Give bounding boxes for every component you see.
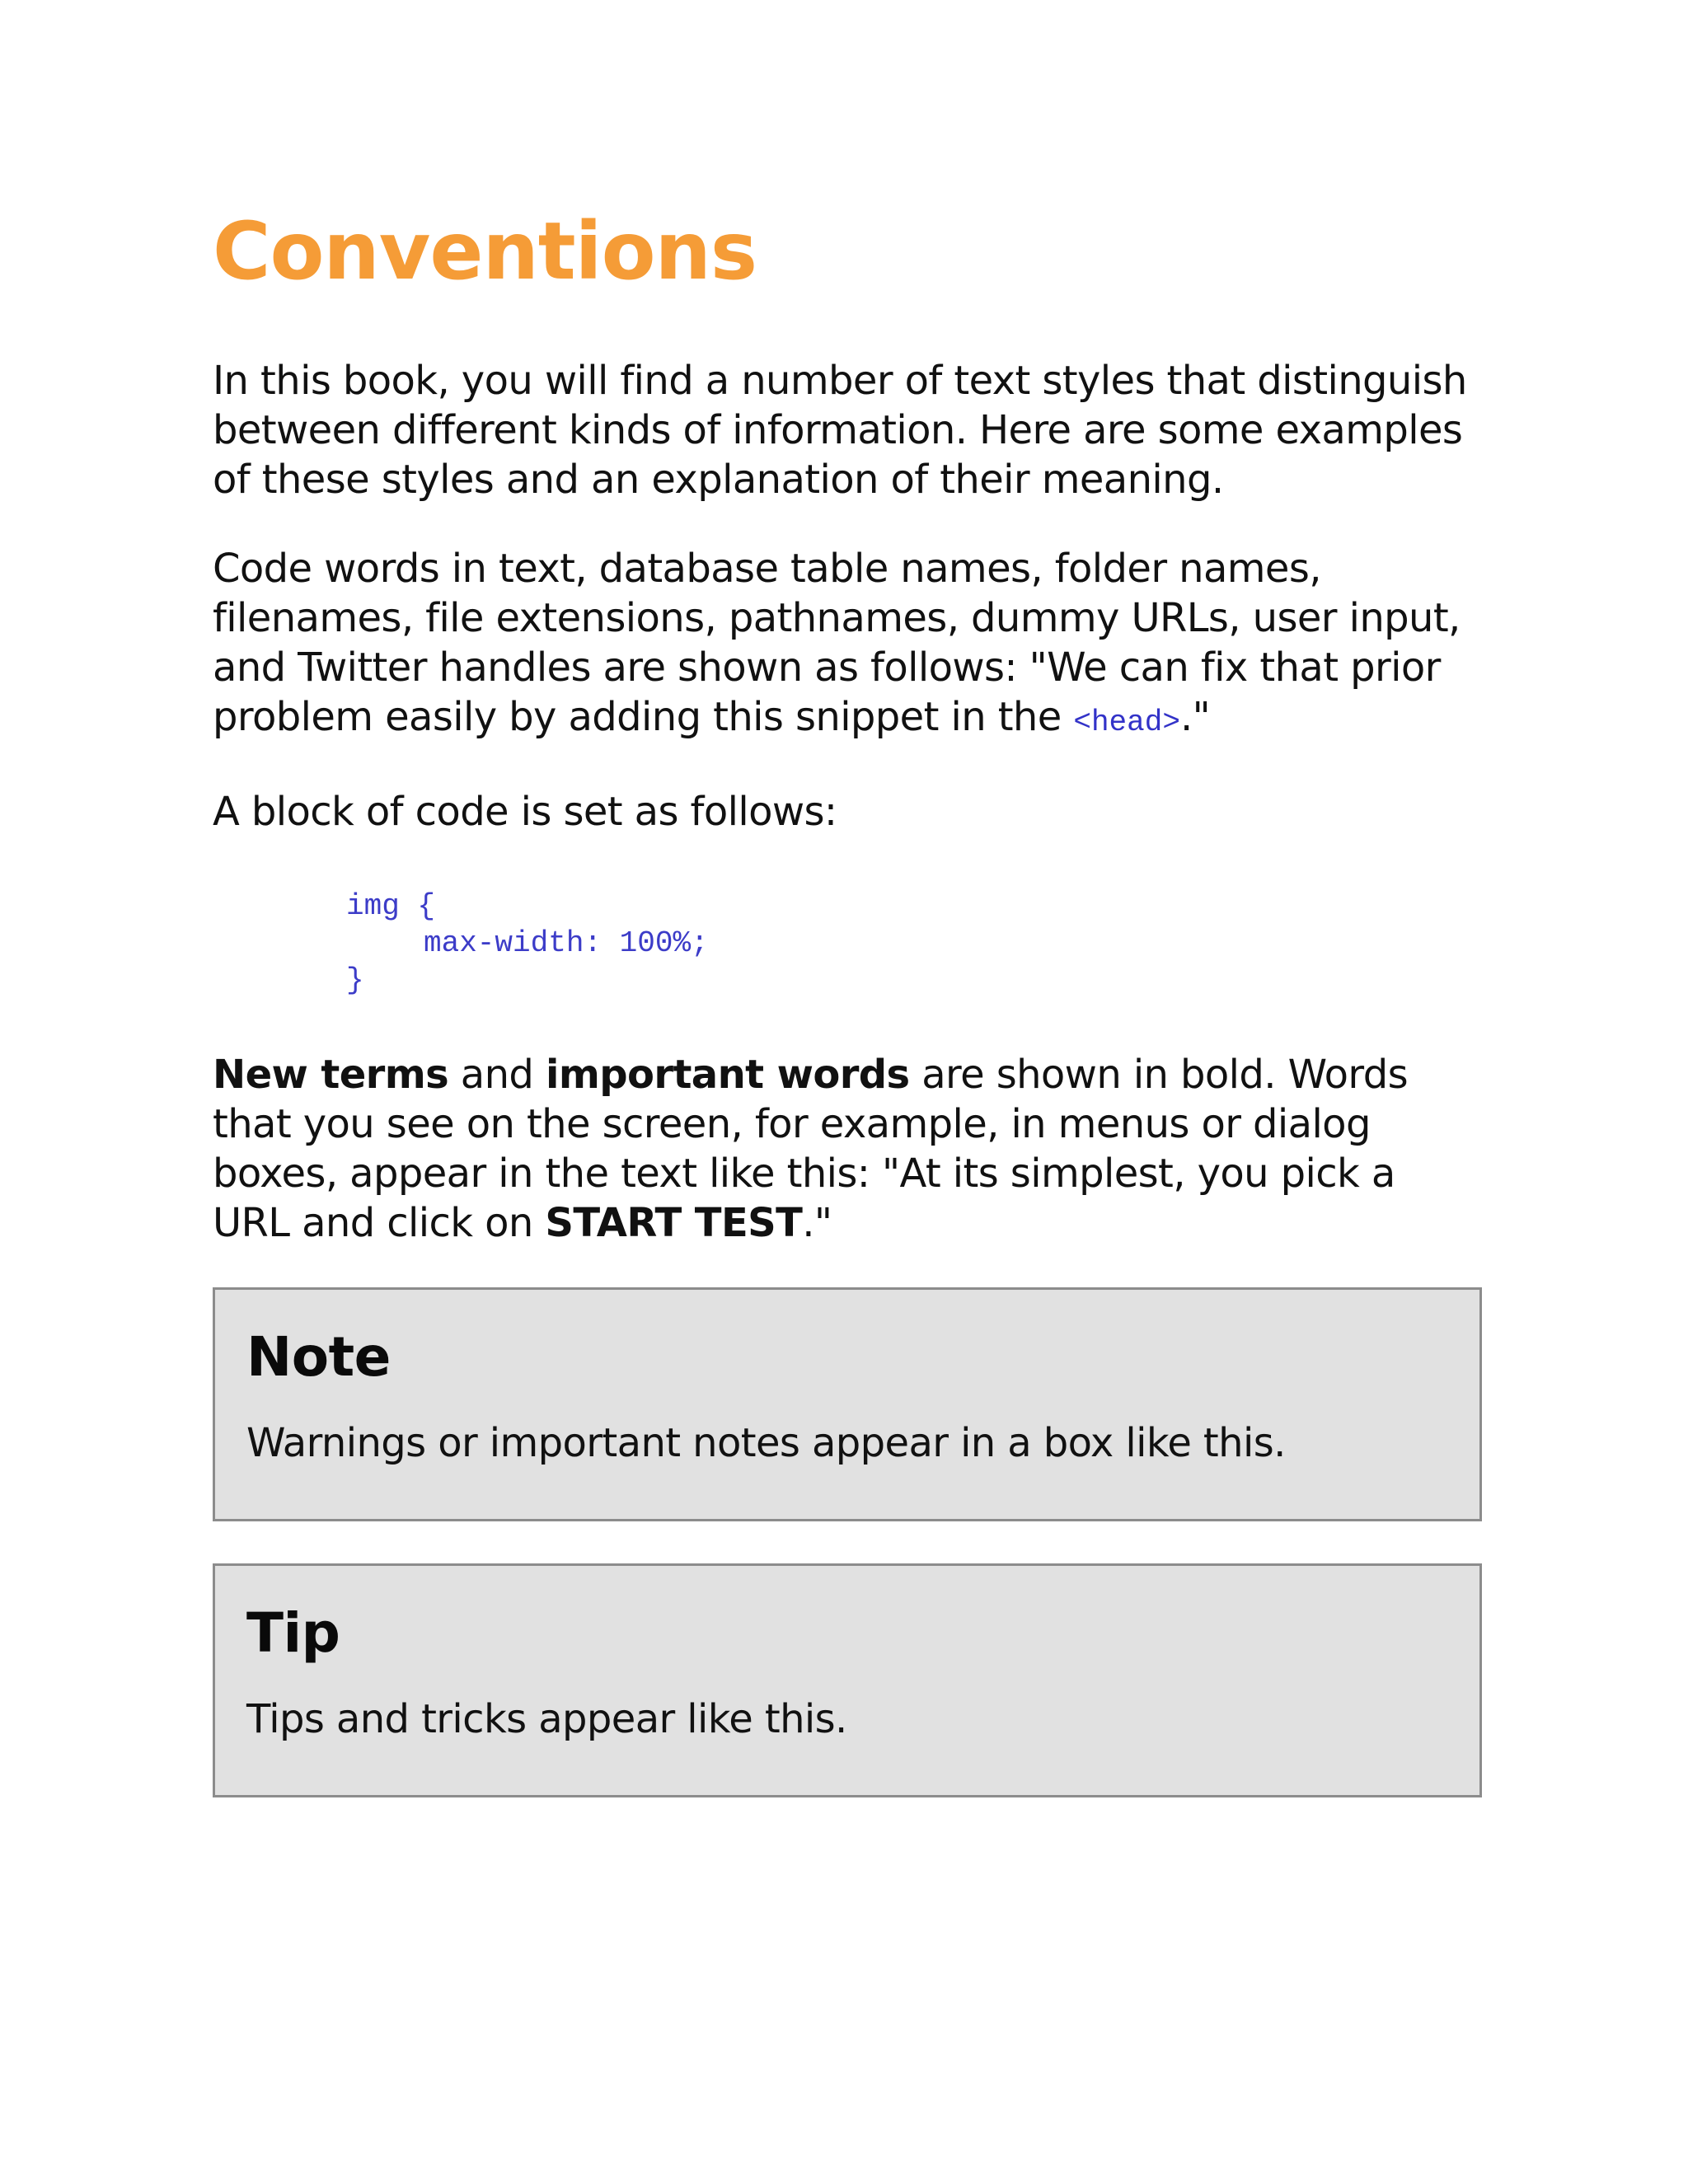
code-words-paragraph (213, 544, 1482, 748)
intro-paragraph: In this book, you will find a number of text styles that distinguish between different kinds of information. Here are some examples of these styles and an explanation of their meaning. (213, 358, 1467, 503)
bold-term: important words (545, 1052, 910, 1098)
code-block-intro: A block of code is set as follows: (213, 789, 837, 835)
tip-body: Tips and tricks appear like this. (246, 1696, 847, 1742)
paragraph-text: ." (802, 1200, 832, 1246)
paragraph-text: and (448, 1052, 546, 1098)
page-title: Conventions (213, 205, 757, 298)
tip-title: Tip (246, 1601, 340, 1665)
tip-box (213, 1563, 1482, 1797)
note-title: Note (246, 1325, 391, 1389)
new-terms-paragraph (213, 1050, 1482, 1248)
code-block (346, 888, 1482, 999)
bold-term: START TEST (545, 1200, 803, 1246)
paragraph-text: are shown in bold. Words that you see on the screen, for example, in menus or dialog boxes, appear in the text like this: "At its simplest, you pick a URL and click on (213, 1052, 1408, 1246)
code-line: img { (346, 889, 436, 923)
code-line: max-width: 100%; (424, 926, 709, 960)
code-words-text: Code words in text, database table names, folder names, filenames, file extensions, pathnames, dummy URLs, user input, and Twitter handles are shown as follows: "We can fix that prior problem easily by adding this snippet in the (213, 546, 1461, 740)
note-box (213, 1287, 1482, 1521)
bold-term: New terms (213, 1052, 449, 1098)
code-words-text-end: ." (1179, 694, 1211, 740)
note-body: Warnings or important notes appear in a box like this. (246, 1420, 1286, 1466)
code-line: } (346, 963, 364, 997)
page-content (213, 198, 1482, 1797)
inline-code: <head> (1073, 705, 1180, 739)
